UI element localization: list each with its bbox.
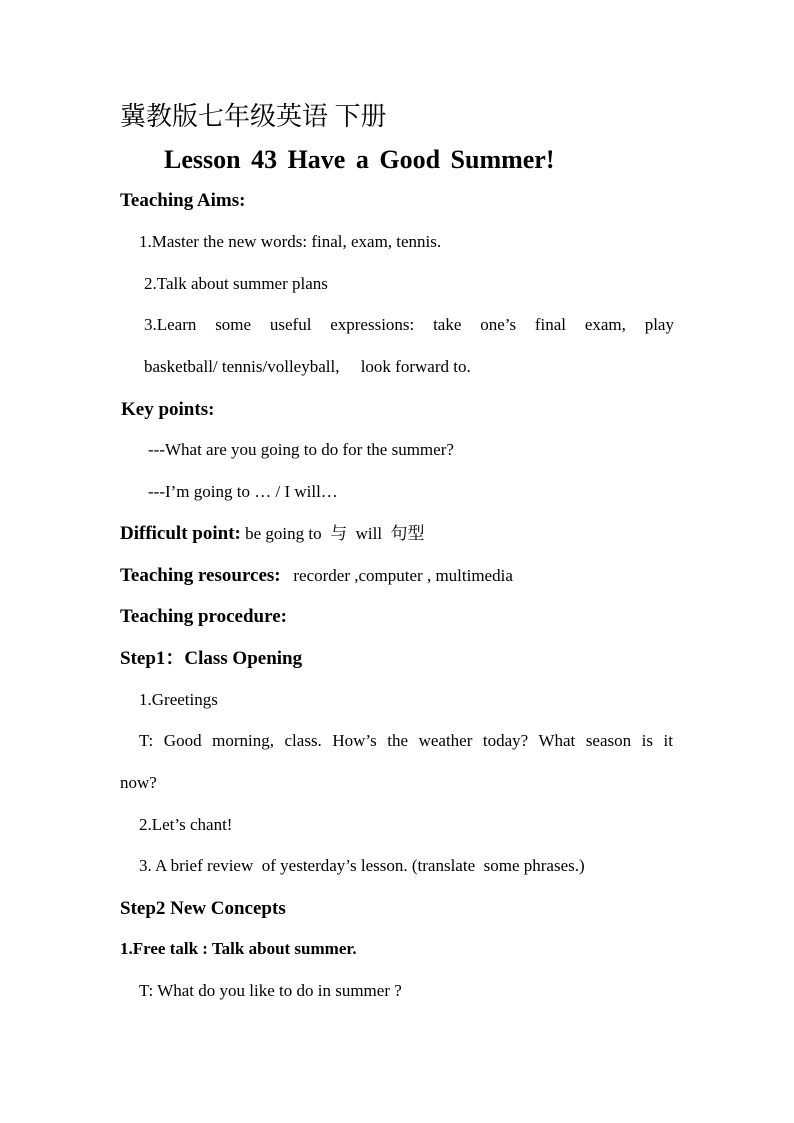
step1-item: T: Good morning, class. How’s the weather today? What season is it	[139, 731, 673, 750]
aim-word: play	[644, 315, 674, 334]
step2-heading: Step2 New Concepts	[120, 898, 286, 919]
keypoint-item: ---I’m going to … / I will…	[148, 482, 338, 501]
aim-word: final	[534, 315, 567, 334]
aim-item-justified	[144, 315, 674, 335]
step1-item: 3. A brief review of yesterday’s lesson. (translate some phrases.)	[139, 856, 585, 875]
difficult-point	[120, 523, 425, 545]
step1-item: 1.Greetings	[139, 690, 218, 709]
aim-word: take	[433, 315, 462, 334]
step2-item: T: What do you like to do in summer ?	[139, 981, 402, 1000]
resources-label: Teaching resources:	[120, 565, 281, 586]
aim-word: expressions:	[330, 315, 415, 334]
step1-item: 2.Let’s chant!	[139, 815, 233, 834]
aim-word: 3.Learn	[144, 315, 197, 334]
difficult-text: be going to 与 will 句型	[240, 524, 425, 543]
lesson-title: Lesson 43 Have a Good Summer!	[164, 145, 555, 174]
doc-header: 冀教版七年级英语 下册	[120, 102, 387, 131]
aim-item-continued: basketball/ tennis/volleyball, look forward to.	[144, 357, 471, 376]
aims-heading: Teaching Aims:	[120, 190, 246, 211]
step2-subheading: 1.Free talk : Talk about summer.	[120, 939, 357, 958]
aim-word: exam,	[584, 315, 626, 334]
step1-heading: Step1：Class Opening	[120, 648, 303, 669]
keypoints-heading: Key points:	[121, 399, 215, 420]
keypoint-item: ---What are you going to do for the summer?	[148, 440, 454, 459]
aim-word: some	[215, 315, 252, 334]
aim-word: useful	[269, 315, 312, 334]
teaching-resources	[120, 565, 513, 587]
procedure-heading: Teaching procedure:	[120, 606, 287, 627]
difficult-label: Difficult point:	[120, 523, 241, 544]
step1-item-continued: now?	[120, 773, 157, 792]
aim-item: 1.Master the new words: final, exam, tennis.	[139, 232, 442, 251]
aim-item: 2.Talk about summer plans	[144, 274, 328, 293]
aim-word: one’s	[480, 315, 517, 334]
resources-text: recorder ,computer , multimedia	[280, 566, 513, 585]
